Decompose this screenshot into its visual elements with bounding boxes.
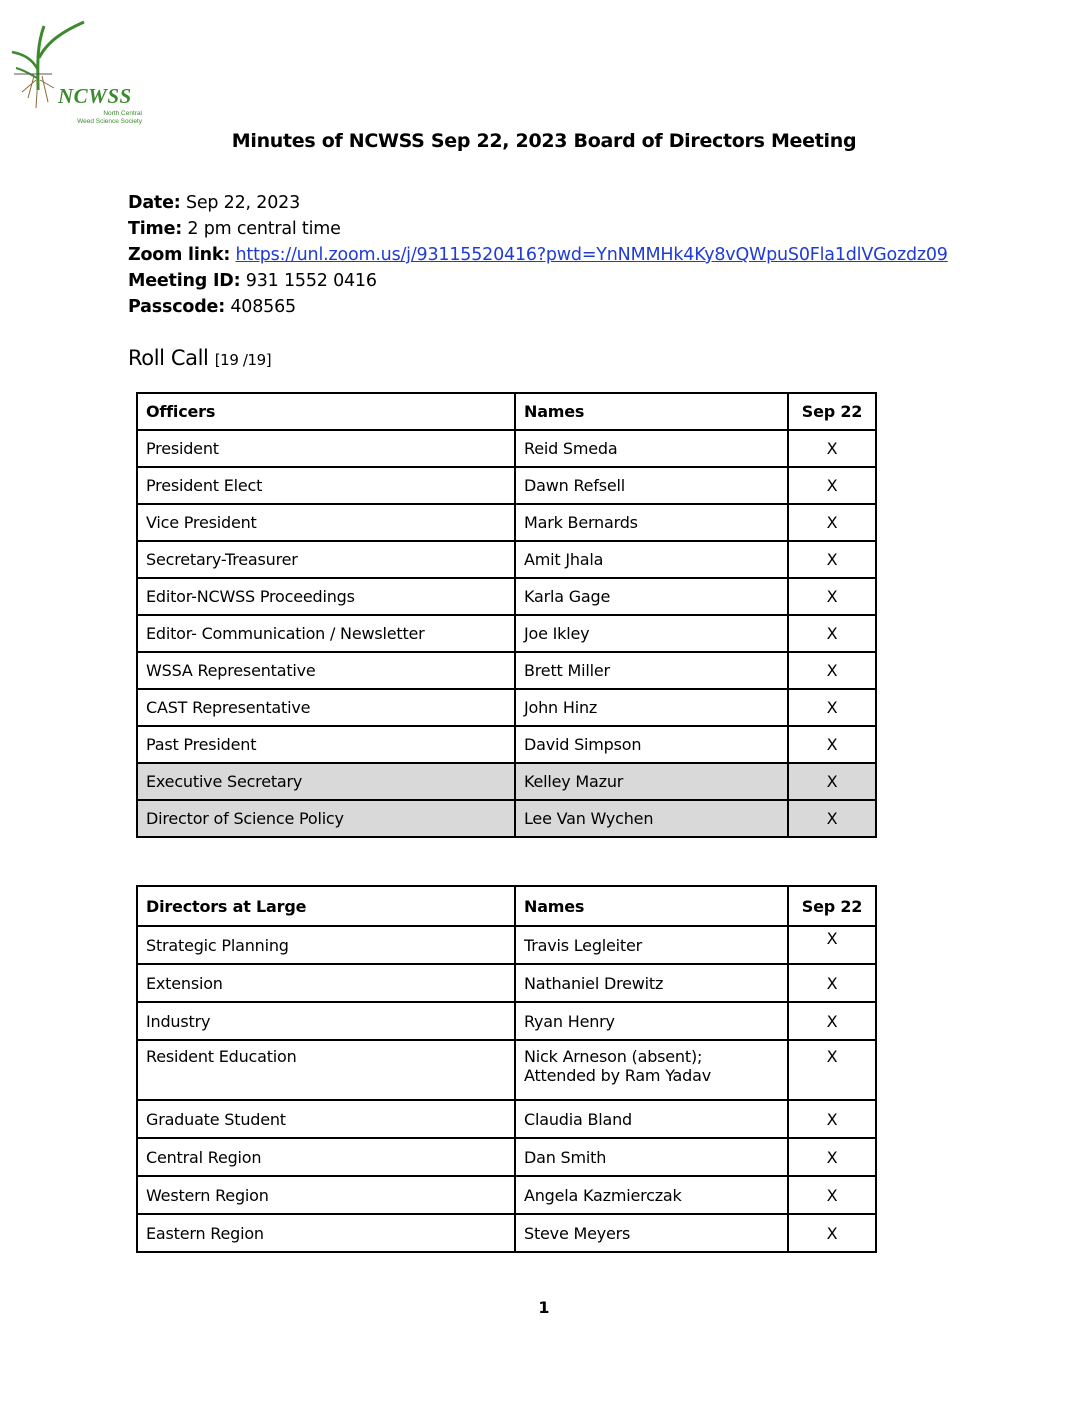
roll-call-heading	[128, 346, 271, 370]
role-cell: Past President	[137, 726, 515, 763]
table-row	[137, 430, 876, 467]
name-cell: Angela Kazmierczak	[515, 1176, 788, 1214]
attendance-cell: X	[788, 1002, 876, 1040]
attendance-cell: X	[788, 763, 876, 800]
table-row	[137, 541, 876, 578]
attendance-cell: X	[788, 541, 876, 578]
table-row	[137, 1214, 876, 1252]
attendance-cell: X	[788, 1214, 876, 1252]
table-row	[137, 652, 876, 689]
meeting-id-row	[128, 268, 948, 294]
roll-call-count: [19 /19]	[214, 351, 272, 369]
logo-wordmark: NCWSS	[58, 84, 132, 108]
table-header-row	[137, 886, 876, 926]
role-cell: Western Region	[137, 1176, 515, 1214]
ncwss-logo	[8, 18, 142, 125]
role-cell: Editor- Communication / Newsletter	[137, 615, 515, 652]
time-label: Time:	[128, 219, 183, 239]
role-cell: CAST Representative	[137, 689, 515, 726]
date-value: Sep 22, 2023	[180, 193, 301, 213]
attendance-cell: X	[788, 800, 876, 837]
role-cell: Secretary-Treasurer	[137, 541, 515, 578]
name-cell: Steve Meyers	[515, 1214, 788, 1252]
header-names: Names	[515, 886, 788, 926]
name-cell: Karla Gage	[515, 578, 788, 615]
passcode-label: Passcode:	[128, 297, 225, 317]
attendance-cell: X	[788, 430, 876, 467]
attendance-cell: X	[788, 1176, 876, 1214]
name-cell: Lee Van Wychen	[515, 800, 788, 837]
zoom-row	[128, 242, 948, 268]
name-cell: Claudia Bland	[515, 1100, 788, 1138]
attendance-cell: X	[788, 578, 876, 615]
date-row	[128, 190, 948, 216]
role-cell: Director of Science Policy	[137, 800, 515, 837]
time-value: 2 pm central time	[182, 219, 341, 239]
meeting-id-value: 931 1552 0416	[240, 271, 377, 291]
logo-subtitle	[62, 110, 142, 126]
table-header-row	[137, 393, 876, 430]
table-row	[137, 1100, 876, 1138]
name-cell: David Simpson	[515, 726, 788, 763]
role-cell: Executive Secretary	[137, 763, 515, 800]
header-date: Sep 22	[788, 393, 876, 430]
attendance-cell: X	[788, 726, 876, 763]
name-cell: Amit Jhala	[515, 541, 788, 578]
header-officers: Officers	[137, 393, 515, 430]
role-cell: President	[137, 430, 515, 467]
name-cell: Reid Smeda	[515, 430, 788, 467]
logo-subtitle-line1: North Central	[103, 110, 142, 117]
table-row	[137, 1002, 876, 1040]
name-cell: Travis Legleiter	[515, 926, 788, 964]
name-cell: Dan Smith	[515, 1138, 788, 1176]
table-row	[137, 726, 876, 763]
name-cell: Kelley Mazur	[515, 763, 788, 800]
header-directors: Directors at Large	[137, 886, 515, 926]
attendance-cell: X	[788, 964, 876, 1002]
role-cell: Extension	[137, 964, 515, 1002]
directors-table	[136, 885, 877, 1253]
document-title: Minutes of NCWSS Sep 22, 2023 Board of Directors Meeting	[231, 130, 857, 152]
name-cell: Dawn Refsell	[515, 467, 788, 504]
table-row	[137, 578, 876, 615]
table-row	[137, 1138, 876, 1176]
table-row	[137, 1040, 876, 1100]
role-cell: Eastern Region	[137, 1214, 515, 1252]
logo-subtitle-line2: Weed Science Society	[77, 118, 142, 125]
table-row	[137, 689, 876, 726]
name-cell: Joe Ikley	[515, 615, 788, 652]
attendance-cell: X	[788, 504, 876, 541]
attendance-cell: X	[788, 1138, 876, 1176]
attendance-cell: X	[788, 652, 876, 689]
meeting-id-label: Meeting ID:	[128, 271, 241, 291]
attendance-cell: X	[788, 689, 876, 726]
zoom-label: Zoom link:	[128, 245, 231, 265]
role-cell: Editor-NCWSS Proceedings	[137, 578, 515, 615]
table-row	[137, 800, 876, 837]
officers-table	[136, 392, 877, 838]
name-cell: Mark Bernards	[515, 504, 788, 541]
role-cell: Vice President	[137, 504, 515, 541]
table-row	[137, 615, 876, 652]
time-row	[128, 216, 948, 242]
table-row	[137, 763, 876, 800]
table-row	[137, 964, 876, 1002]
attendance-cell: X	[788, 615, 876, 652]
table-row	[137, 1176, 876, 1214]
header-date: Sep 22	[788, 886, 876, 926]
role-cell: WSSA Representative	[137, 652, 515, 689]
name-cell	[515, 1040, 788, 1100]
role-cell: Graduate Student	[137, 1100, 515, 1138]
role-cell: Strategic Planning	[137, 926, 515, 964]
name-line-2: Attended by Ram Yadav	[524, 1066, 711, 1085]
name-line-1: Nick Arneson (absent);	[524, 1047, 703, 1066]
attendance-cell: X	[788, 467, 876, 504]
attendance-cell: X	[788, 926, 876, 964]
page-number: 1	[538, 1298, 550, 1317]
date-label: Date:	[128, 193, 181, 213]
role-cell: President Elect	[137, 467, 515, 504]
name-cell: Ryan Henry	[515, 1002, 788, 1040]
attendance-cell: X	[788, 1100, 876, 1138]
attendance-cell: X	[788, 1040, 876, 1100]
table-row	[137, 467, 876, 504]
roll-call-title: Roll Call	[128, 346, 209, 370]
passcode-row	[128, 294, 948, 320]
name-cell: Nathaniel Drewitz	[515, 964, 788, 1002]
zoom-link[interactable]: https://unl.zoom.us/j/93115520416?pwd=YnNMMHk4Ky8vQWpuS0Fla1dlVGozdz09	[235, 245, 948, 265]
name-cell: John Hinz	[515, 689, 788, 726]
table-row	[137, 926, 876, 964]
name-cell: Brett Miller	[515, 652, 788, 689]
passcode-value: 408565	[225, 297, 296, 317]
role-cell: Resident Education	[137, 1040, 515, 1100]
role-cell: Industry	[137, 1002, 515, 1040]
role-cell: Central Region	[137, 1138, 515, 1176]
header-names: Names	[515, 393, 788, 430]
table-row	[137, 504, 876, 541]
meeting-details	[128, 190, 948, 320]
